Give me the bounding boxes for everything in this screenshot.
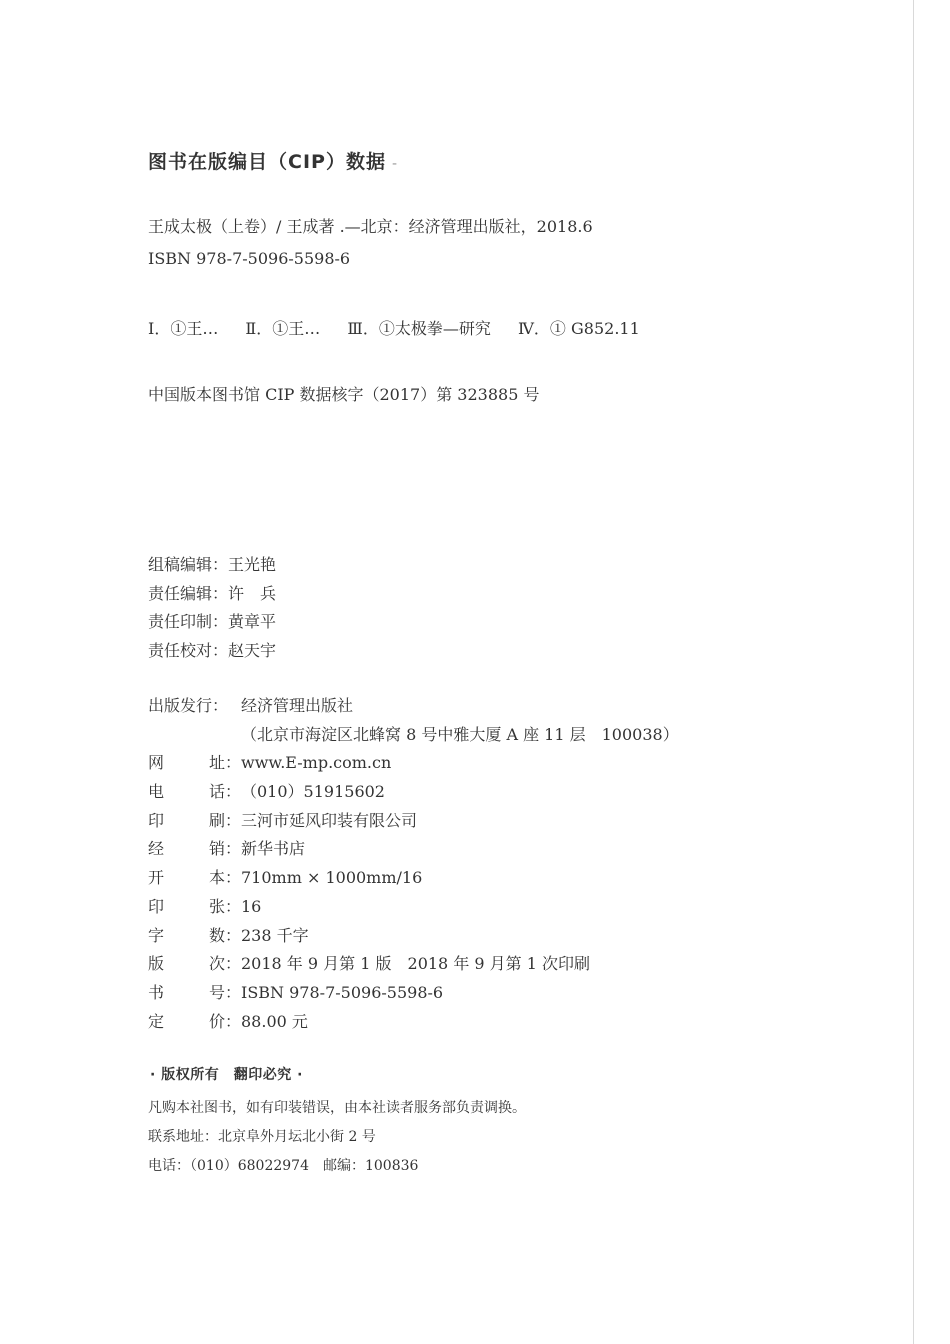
info-label: 网 址： [148, 753, 241, 773]
edition-value: 2018 年 9 月第 1 版 2018 年 9 月第 1 次印刷 [241, 954, 591, 974]
cip-title-mark: - [391, 156, 399, 172]
info-label: 字 数： [148, 925, 241, 945]
info-row [148, 1008, 679, 1037]
cip-category-3: Ⅲ．①太极拳—研究 [347, 319, 491, 338]
staff-value: 黄章平 [228, 612, 277, 631]
info-label: 版 次： [148, 954, 241, 974]
cip-book-line: 王成太极（上卷）/ 王成著 .—北京：经济管理出版社，2018.6 [148, 217, 593, 236]
website-value: www.E-mp.com.cn [241, 753, 392, 773]
publishing-info [148, 692, 679, 1036]
cip-title-text: 图书在版编目（CIP）数据 [148, 151, 386, 173]
info-row [148, 922, 679, 951]
info-label: 印 张： [148, 896, 241, 916]
reader-notice [148, 1094, 526, 1181]
notice-line: 电话：（010）68022974 邮编：100836 [148, 1158, 419, 1174]
sheets-value: 16 [241, 896, 262, 916]
cip-verification: 中国版本图书馆 CIP 数据核字（2017）第 323885 号 [148, 385, 540, 404]
staff-row [148, 551, 276, 580]
notice-line: 凡购本社图书，如有印装错误，由本社读者服务部负责调换。 [148, 1100, 526, 1116]
cip-category-1: Ⅰ．①王… [148, 319, 219, 338]
staff-row [148, 637, 276, 666]
phone-value: （010）51915602 [241, 782, 385, 802]
publisher-address: （北京市海淀区北蜂窝 8 号中雅大厦 A 座 11 层 100038） [241, 724, 679, 744]
book-number-value: ISBN 978-7-5096-5598-6 [241, 982, 444, 1002]
wordcount-value: 238 千字 [241, 925, 309, 945]
page-edge-line [913, 0, 914, 1344]
publisher-value: 经济管理出版社 [241, 696, 354, 715]
rights-notice: · 版权所有 翻印必究 · [150, 1067, 303, 1083]
format-value: 710mm × 1000mm/16 [241, 868, 423, 888]
staff-value: 赵天宇 [228, 640, 277, 660]
staff-value: 王光艳 [228, 555, 277, 574]
cip-categories [148, 316, 662, 339]
staff-label: 责任印制： [148, 612, 229, 631]
cip-category-2: Ⅱ．①王… [245, 319, 321, 338]
info-row [148, 864, 679, 893]
distributor-value: 新华书店 [241, 839, 306, 859]
info-label: 印 刷： [148, 810, 241, 830]
staff-list [148, 551, 276, 665]
info-row [148, 778, 679, 807]
notice-line: 联系地址：北京阜外月坛北小街 2 号 [148, 1129, 376, 1145]
info-row [148, 893, 679, 922]
cip-title [148, 147, 398, 174]
staff-row [148, 608, 276, 637]
info-label: 开 本： [148, 868, 241, 888]
staff-label: 责任编辑： [148, 583, 229, 603]
info-label: 经 销： [148, 839, 241, 859]
staff-row [148, 580, 276, 609]
staff-label: 组稿编辑： [148, 555, 229, 574]
info-label: 书 号： [148, 982, 241, 1002]
cip-isbn: ISBN 978-7-5096-5598-6 [148, 249, 351, 268]
info-label: 定 价： [148, 1011, 241, 1031]
info-row [148, 979, 679, 1008]
info-row [148, 835, 679, 864]
info-label: 电 话： [148, 782, 241, 802]
publisher-label: 出版发行： [148, 696, 229, 715]
info-row [148, 807, 679, 836]
info-row [148, 950, 679, 979]
cip-category-4: Ⅳ．① G852.11 [517, 319, 640, 338]
address-row [148, 721, 679, 750]
info-row [148, 749, 679, 778]
printer-value: 三河市延风印装有限公司 [241, 810, 418, 830]
publisher-row [148, 692, 679, 721]
staff-value: 许 兵 [228, 583, 277, 603]
staff-label: 责任校对： [148, 640, 229, 660]
price-value: 88.00 元 [241, 1011, 308, 1031]
